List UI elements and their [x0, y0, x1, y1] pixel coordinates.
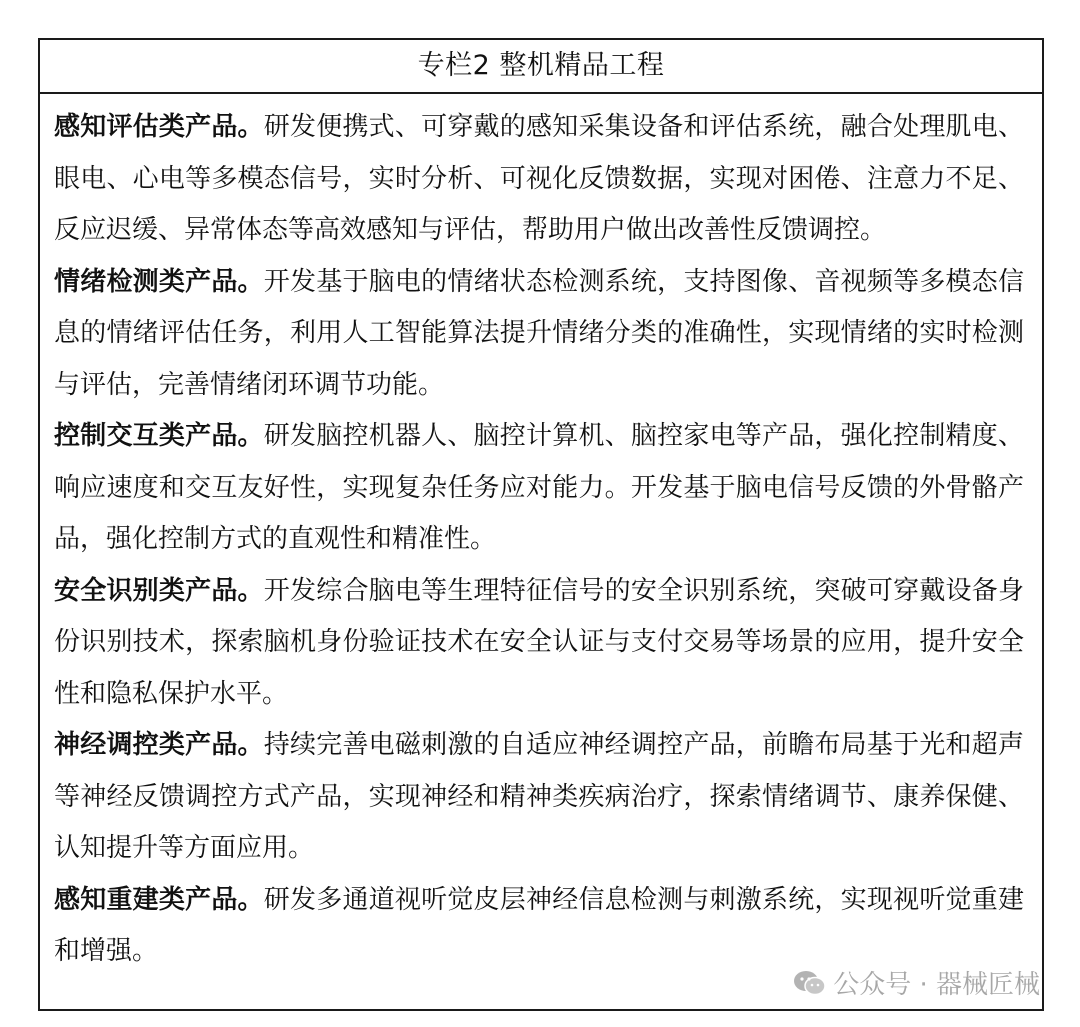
entry-heading: 感知评估类产品。: [54, 112, 264, 142]
entry-text: 开发基于脑电的情绪状态检测系统，支持图像、音视频等多模态信息的情绪评估任务，利用人工智能算法提升情绪分类的准确性，实现情绪的实时检测与评估，完善情绪闭环调节功能。: [54, 266, 1024, 400]
entry-text: 研发便携式、可穿戴的感知采集设备和评估系统，融合处理肌电、眼电、心电等多模态信号，实时分析、可视化反馈数据，实现对困倦、注意力不足、反应迟缓、异常体态等高效感知与评估，帮助用户做出改善性反馈调控。: [54, 112, 1024, 245]
entry-text: 持续完善电磁刺激的自适应神经调控产品，前瞻布局基于光和超声等神经反馈调控方式产品，实现神经和精神类疾病治疗，探索情绪调节、康养保健、认知提升等方面应用。: [54, 730, 1024, 863]
entry-heading: 控制交互类产品。: [54, 421, 264, 451]
entry-heading: 情绪检测类产品。: [54, 266, 264, 297]
entry-perception-assessment: [54, 102, 1024, 257]
entry-text: 研发多通道视听觉皮层神经信息检测与刺激系统，实现视听觉重建和增强。: [54, 884, 1024, 966]
wechat-icon: [793, 969, 827, 997]
entry-perception-reconstruction: [54, 875, 1024, 978]
column-box: [38, 38, 1044, 1011]
column-body: [40, 94, 1042, 978]
entry-emotion-detection: [54, 257, 1024, 412]
column-title: 专栏2 整机精品工程: [40, 40, 1042, 94]
entry-text: 研发脑控机器人、脑控计算机、脑控家电等产品，强化控制精度、响应速度和交互友好性，实现复杂任务应对能力。开发基于脑电信号反馈的外骨骼产品，强化控制方式的直观性和精准性。: [54, 421, 1024, 554]
watermark-text: 公众号 · 器械匠械: [833, 970, 1040, 1000]
entry-heading: 感知重建类产品。: [54, 884, 264, 915]
entry-security-identification: [54, 566, 1024, 721]
entry-control-interaction: [54, 411, 1024, 566]
entry-text: 开发综合脑电等生理特征信号的安全识别系统，突破可穿戴设备身份识别技术，探索脑机身份验证技术在安全认证与支付交易等场景的应用，提升安全性和隐私保护水平。: [54, 575, 1024, 709]
entry-heading: 神经调控类产品。: [54, 730, 264, 760]
watermark: [793, 964, 1040, 1001]
entry-heading: 安全识别类产品。: [54, 575, 264, 606]
entry-neuromodulation: [54, 720, 1024, 875]
